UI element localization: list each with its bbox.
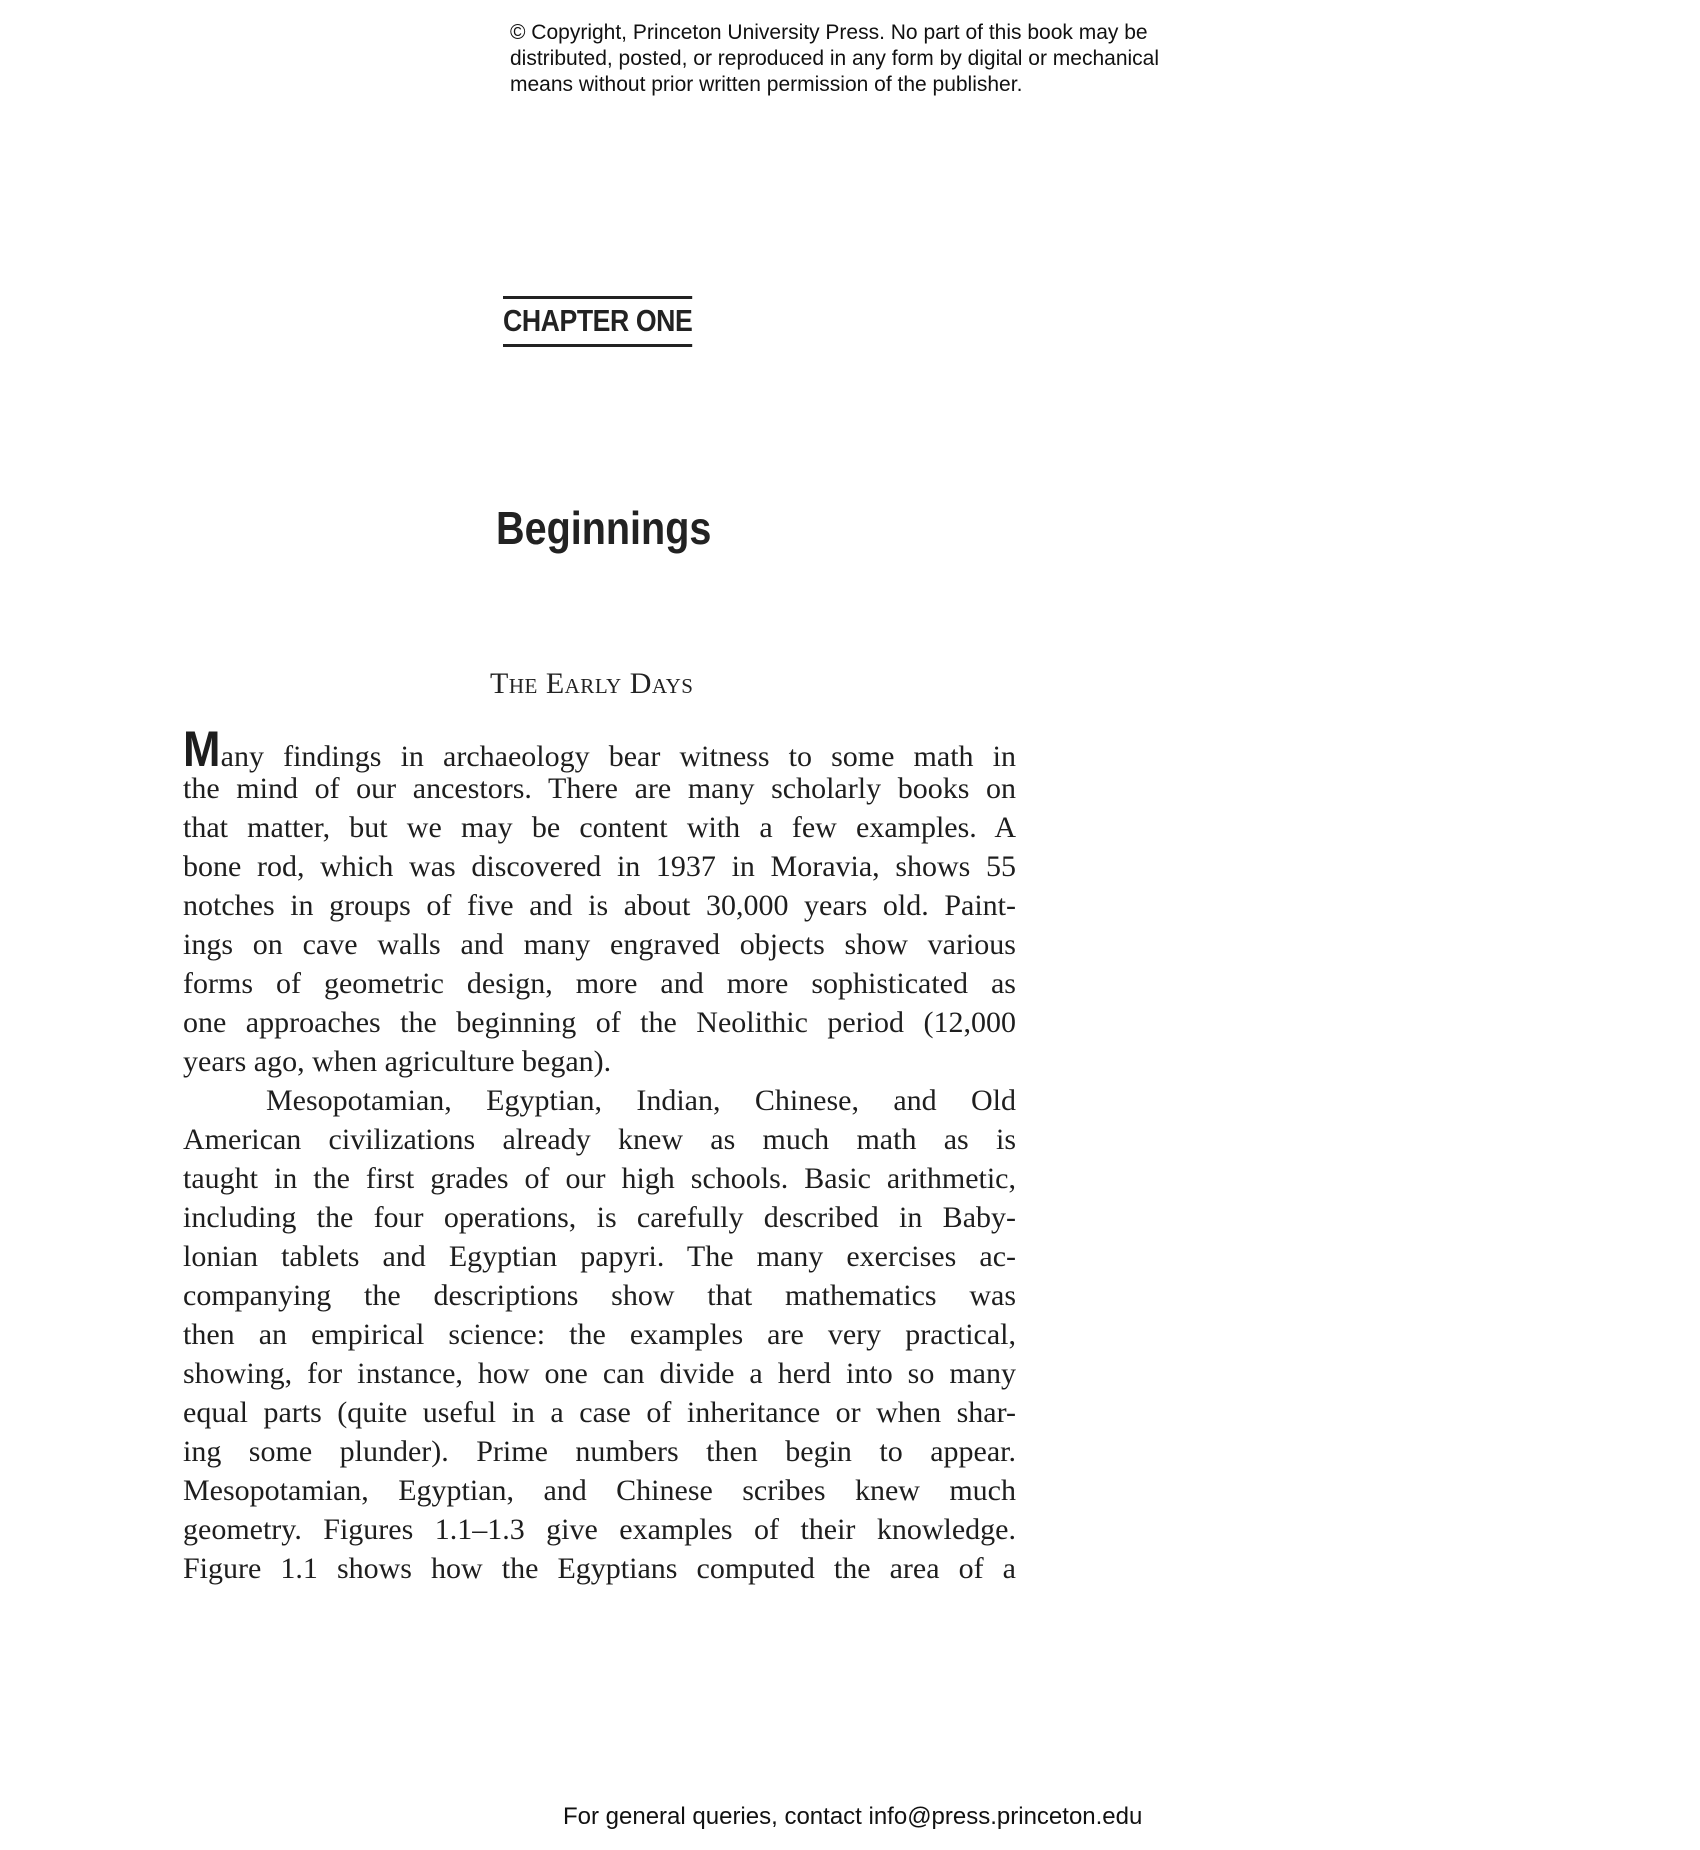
section-title: The Early Days — [490, 667, 694, 700]
body-line: bone rod, which was discovered in 1937 in Moravia, shows 55 — [183, 850, 1016, 883]
chapter-label: CHAPTER ONE — [503, 296, 692, 347]
body-line: companying the descriptions show that mathematics was — [183, 1279, 1016, 1312]
body-line: years ago, when agriculture began). — [183, 1045, 612, 1078]
body-line: notches in groups of five and is about 30,000 years old. Paint- — [183, 889, 1016, 922]
body-line: equal parts (quite useful in a case of inheritance or when shar- — [183, 1396, 1016, 1429]
body-text — [183, 721, 1016, 1588]
body-line: geometry. Figures 1.1–1.3 give examples of their knowledge. — [183, 1513, 1016, 1546]
body-line: the mind of our ancestors. There are many scholarly books on — [183, 772, 1016, 805]
body-line: one approaches the beginning of the Neolithic period (12,000 — [183, 1006, 1016, 1039]
copyright-line: means without prior written permission of the publisher. — [510, 73, 1023, 96]
copyright-line: distributed, posted, or reproduced in any form by digital or mechanical — [510, 47, 1160, 70]
body-line: forms of geometric design, more and more sophisticated as — [183, 967, 1016, 1000]
body-line-text: any findings in archaeology bear witness to some math in — [220, 740, 1016, 773]
footer-contact: For general queries, contact info@press.princeton.edu — [563, 1803, 1143, 1830]
body-line: showing, for instance, how one can divide a herd into so many — [183, 1357, 1016, 1390]
body-line: taught in the first grades of our high schools. Basic arithmetic, — [183, 1162, 1016, 1195]
body-line: including the four operations, is carefully described in Baby- — [183, 1201, 1016, 1234]
body-line: Mesopotamian, Egyptian, and Chinese scribes knew much — [183, 1474, 1016, 1507]
body-line: ing some plunder). Prime numbers then begin to appear. — [183, 1435, 1016, 1468]
body-line: ings on cave walls and many engraved objects show various — [183, 928, 1016, 961]
body-line: Mesopotamian, Egyptian, Indian, Chinese, and Old — [266, 1084, 1016, 1117]
body-line: lonian tablets and Egyptian papyri. The many exercises ac- — [183, 1240, 1016, 1273]
body-line: that matter, but we may be content with a few examples. A — [183, 811, 1016, 844]
chapter-title: Beginnings — [496, 502, 712, 554]
body-line — [183, 721, 1016, 777]
body-line: American civilizations already knew as much math as is — [183, 1123, 1016, 1156]
copyright-line: © Copyright, Princeton University Press. No part of this book may be — [510, 21, 1148, 44]
body-line: then an empirical science: the examples are very practical, — [183, 1318, 1016, 1351]
body-line: Figure 1.1 shows how the Egyptians computed the area of a — [183, 1552, 1016, 1585]
copyright-notice — [510, 20, 1230, 98]
drop-cap: M — [183, 721, 220, 777]
